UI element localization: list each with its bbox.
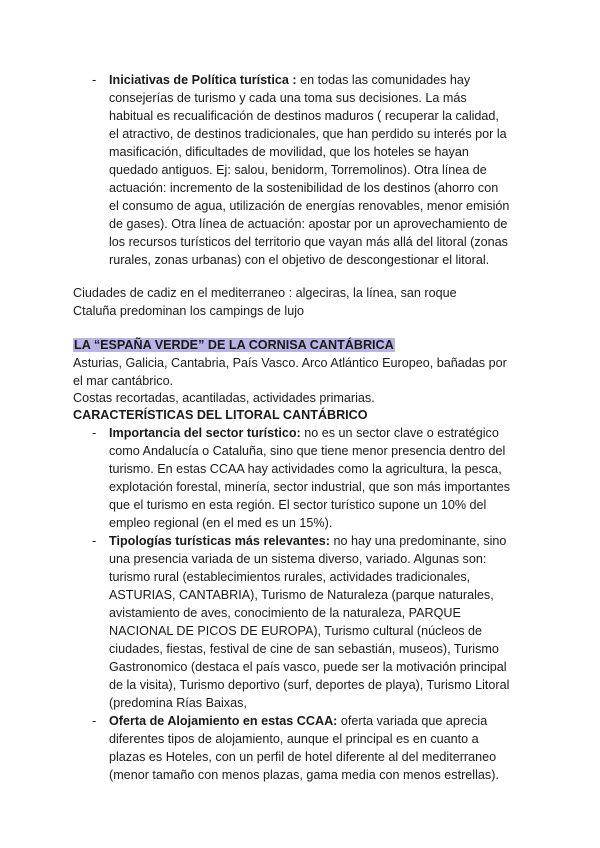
intro-line: Asturias, Galicia, Cantabria, País Vasco. Arco Atlántico Europeo, bañadas por	[73, 356, 507, 370]
paragraph-line: que el turismo en esta región. El sector turístico supone un 10% del	[109, 498, 487, 512]
list-item-title: Tipologías turísticas más relevantes:	[109, 534, 330, 548]
list-item-title: Iniciativas de Política turística :	[109, 73, 297, 87]
list-item-text: oferta variada que aprecia	[340, 714, 488, 728]
paragraph-line: de gases). Otra línea de actuación: apostar por un aprovechamiento de	[109, 217, 508, 231]
bullet-marker: -	[92, 426, 97, 440]
paragraph-line: el consumo de agua, utilización de energías renovables, menor emisión	[109, 199, 510, 213]
highlighted-heading-text: LA “ESPAÑA VERDE” DE LA CORNISA CANTÁBRICA	[74, 338, 394, 352]
list-item-first-line	[109, 712, 487, 730]
intro-line: Costas recortadas, acantiladas, actividades primarias.	[73, 391, 375, 405]
list-item-title: Importancia del sector turístico:	[109, 426, 301, 440]
paragraph-line: consejerías de turismo y cada una toma sus decisiones. La más	[109, 91, 467, 105]
paragraph-line: avistamiento de aves, conocimiento de la naturaleza, PARQUE	[109, 606, 461, 620]
paragraph-line: plazas es Hoteles, con un perfil de hotel diferente al del mediterraneo	[109, 750, 497, 764]
paragraph-line: de la visita), Turismo deportivo (surf, deportes de playa), Turismo Litoral	[109, 678, 510, 692]
list-item-first-line	[109, 71, 470, 89]
paragraph-line: una presencia variada de un sistema diverso, variado. Algunas son:	[109, 552, 487, 566]
intro-line: el mar cantábrico.	[73, 374, 174, 388]
paragraph-line: como Andalucía o Cataluña, sino que tiene menor presencia dentro del	[109, 444, 506, 458]
list-item-first-line	[109, 532, 506, 550]
list-item-text: no hay una predominante, sino	[333, 534, 507, 548]
list-item-title: Oferta de Alojamiento en estas CCAA:	[109, 714, 338, 728]
paragraph-line: NACIONAL DE PICOS DE EUROPA), Turismo cultural (núcleos de	[109, 624, 483, 638]
note-line: Ciudades de cadiz en el mediterraneo : algeciras, la línea, san roque	[73, 286, 457, 300]
paragraph-line: explotación forestal, minería, sector industrial, que son más importantes	[109, 480, 511, 494]
bullet-marker: -	[92, 534, 97, 548]
paragraph-line: rurales, zonas urbanas) con el objetivo de descongestionar el litoral.	[109, 253, 490, 267]
paragraph-line: habitual es recualificación de destinos maduros ( recuperar la calidad,	[109, 109, 499, 123]
paragraph-line: turismo rural (establecimientos rurales, actividades tradicionales,	[109, 570, 471, 584]
bullet-marker: -	[92, 714, 97, 728]
paragraph-line: masificación, dificultades de movilidad, que los hoteles se hayan	[109, 145, 469, 159]
paragraph-line: ciudades, fiestas, festival de cine de san sebastián, museos), Turismo	[109, 642, 499, 656]
note-line: Ctaluña predominan los campings de lujo	[73, 304, 305, 318]
paragraph-line: los recursos turísticos del territorio que vayan más allá del litoral (zonas	[109, 235, 508, 249]
list-item-text: no es un sector clave o estratégico	[304, 426, 499, 440]
bullet-marker: -	[92, 73, 97, 87]
paragraph-line: el atractivo, de destinos tradicionales, que han perdido su interés por la	[109, 127, 507, 141]
paragraph-line: (menor tamaño con menos plazas, gama media con menos estrellas).	[109, 768, 499, 782]
section-heading	[73, 336, 395, 354]
list-item-text: en todas las comunidades hay	[300, 73, 471, 87]
subheading: CARACTERÍSTICAS DEL LITORAL CANTÁBRICO	[73, 408, 368, 422]
paragraph-line: empleo regional (en el med es un 15%).	[109, 516, 333, 530]
paragraph-line: diferentes tipos de alojamiento, aunque el principal es en cuanto a	[109, 732, 479, 746]
paragraph-line: quedado antiguos. Ej: salou, benidorm, Torremolinos). Otra línea de	[109, 163, 487, 177]
paragraph-line: Gastronomico (destaca el país vasco, puede ser la motivación principal	[109, 660, 507, 674]
paragraph-line: ASTURIAS, CANTABRIA), Turismo de Naturaleza (parque naturales,	[109, 588, 494, 602]
paragraph-line: (predomina Rías Baixas,	[109, 696, 247, 710]
paragraph-line: actuación: incremento de la sostenibilidad de los destinos (ahorro con	[109, 181, 499, 195]
list-item-first-line	[109, 424, 499, 442]
paragraph-line: turismo. En estas CCAA hay actividades como la agricultura, la pesca,	[109, 462, 502, 476]
